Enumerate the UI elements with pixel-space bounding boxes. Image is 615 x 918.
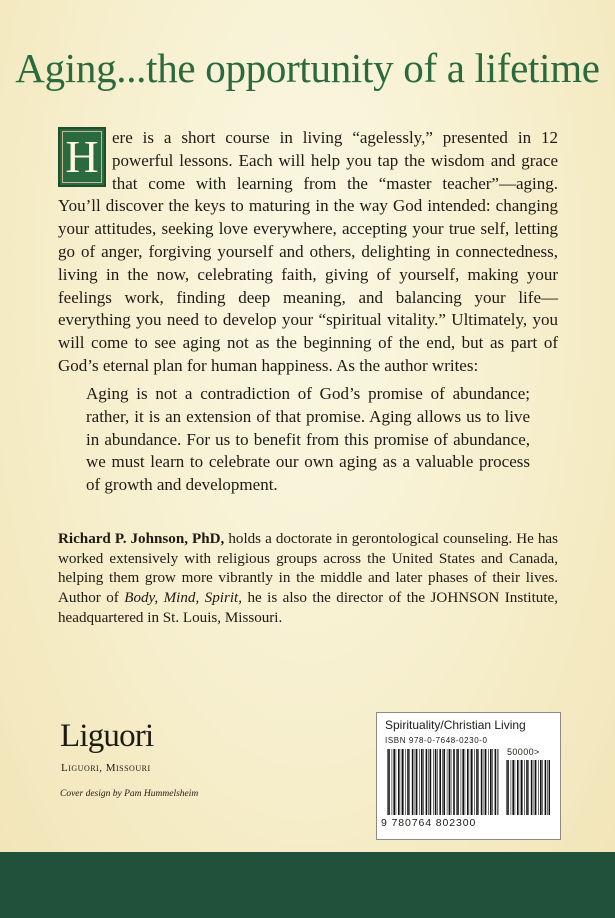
intro-text: ere is a short course in living “agelessly,” presented in 12 powerful lessons. Each will help you tap the wisdom and grace that come with learning from the “master teacher”—aging. You’ll discover the keys to maturing in the way God intended: changing your attitudes, seeking love everywhere, accepting your true self, letting go of anger, forgiving yourself and others, delighting in connectedness, living in the now, celebrating faith, giving of yourself, making your feelings work, finding deep meaning, and balancing your life—everything you need to develop your “spiritual vitality.” Ultimately, you will come to see aging not as the beginning of the end, but as part of God’s eternal plan for human happiness. As the author writes: [58, 128, 558, 375]
bio-text-1: holds a doctorate in gerontological counseling. He has worked extensively with religious groups across the United States and Canada, helping them grow more vibrantly in the middle and later phases of their lives. Author of [58, 531, 558, 607]
bio-text-2: he is also the director of the JOHNSON Institute, headquartered in St. Louis, Missouri. [58, 590, 558, 626]
author-quote: Aging is not a contradiction of God’s promise of abundance; rather, it is an extension of that promise. Aging allows us to live in abundance. For us to benefit from this promise of abundance, we must learn to celebrate our own aging as a valuable process of growth and development. [86, 384, 530, 495]
intro-paragraph [58, 127, 558, 378]
ean-barcode [387, 749, 499, 815]
drop-cap-letter: H [58, 127, 106, 187]
price-code: 50000> [507, 747, 540, 757]
barcode-digits: 9 780764 802300 [381, 817, 477, 829]
author-bio [58, 530, 558, 629]
book-title: Body, Mind, Spirit, [124, 590, 243, 607]
publisher-logo: Liguori [60, 718, 154, 754]
isbn-label: ISBN 978-0-7648-0230-0 [385, 736, 488, 745]
cover-design-credit: Cover design by Pam Hummelsheim [60, 789, 199, 799]
price-barcode [506, 760, 550, 815]
author-name: Richard P. Johnson, PhD, [58, 531, 225, 547]
book-category: Spirituality/Christian Living [385, 718, 526, 732]
bottom-green-band [0, 852, 615, 918]
cover-headline: Aging...the opportunity of a lifetime [15, 45, 600, 91]
barcode-box [376, 712, 561, 840]
publisher-location: Liguori, Missouri [61, 762, 151, 774]
